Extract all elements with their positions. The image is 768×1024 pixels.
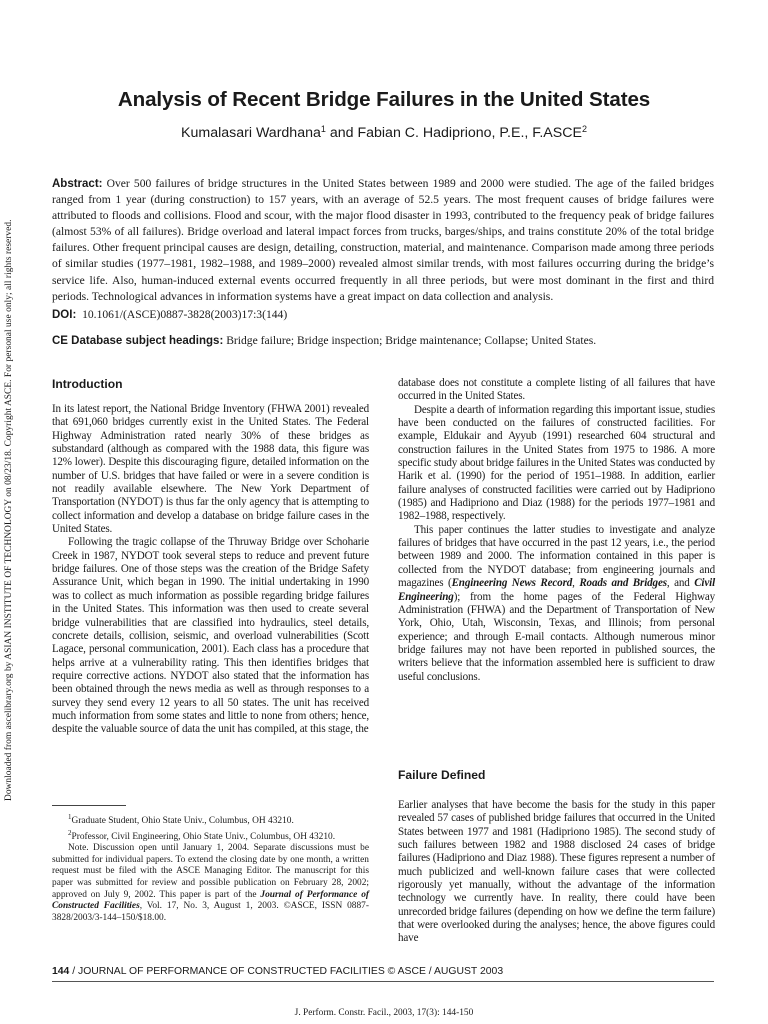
page-footer [52, 966, 714, 977]
right-paragraph-3-a: This paper continues the latter studies to investigate and analyze failures of bridges that have occurred in the past 12 years, i.e., the period between 1989 and 2000. The information contained in this paper is collected from the NYDOT database; from engineering journals and magazines ( [398, 523, 715, 590]
magazine-enr: Engineering News Record [451, 577, 573, 590]
footer-rule [52, 981, 714, 982]
doi-label: DOI: [52, 309, 77, 321]
right-paragraph-1: database does not constitute a complete listing of all failures that have occurred in the United States. [398, 377, 715, 403]
abstract-label: Abstract: [52, 178, 103, 190]
right-paragraph-3-c: , and [666, 577, 695, 590]
footnote-2 [52, 828, 369, 844]
magazine-civil-engineering: Civil Engineering [398, 577, 716, 603]
subject-headings [52, 333, 714, 349]
page-number: 144 [52, 966, 70, 977]
author-connector: and [325, 125, 358, 141]
footnote-1 [52, 812, 369, 828]
author-2[interactable]: Fabian C. Hadipriono, P.E., F.ASCE [357, 125, 582, 141]
discussion-note-text: Note. Discussion open until January 1, 2004. Separate discussions must be submitted for individual papers. To extend the closing date by one month, a written request must be filed with the ASCE Managing Editor. The manuscript for this paper was submitted for review and possible publication on February 28, 2002; approved on July 9, 2002. This paper is part of the [52, 843, 369, 900]
author-1[interactable]: Kumalasari Wardhana [181, 125, 321, 141]
citation-line: J. Perform. Constr. Facil., 2003, 17(3): 144-150 [294, 1008, 474, 1018]
doi-line [52, 307, 714, 323]
right-paragraph-3 [398, 524, 715, 684]
discussion-note [52, 843, 369, 924]
footnote-2-text: Professor, Civil Engineering, Ohio State Univ., Columbus, OH 43210. [71, 831, 336, 842]
doi-link[interactable]: 10.1061/(ASCE)0887-3828(2003)17:3(144) [82, 308, 288, 321]
magazine-roads-bridges: Roads and Bridges [579, 577, 667, 590]
author-1-footnote-mark: 1 [320, 124, 326, 134]
subject-headings-label: CE Database subject headings: [52, 335, 224, 347]
footnote-1-text: Graduate Student, Ohio State Univ., Columbus, OH 43210. [71, 816, 294, 826]
footnote-rule [52, 805, 126, 806]
journal-name: Journal of Performance of Constructed Facilities [52, 889, 370, 912]
footnotes [52, 812, 369, 924]
subject-headings-value: Bridge failure; Bridge inspection; Bridge maintenance; Collapse; United States. [226, 334, 597, 347]
right-paragraph-3-b: , [572, 577, 580, 590]
left-column [52, 403, 369, 737]
right-paragraph-4: Earlier analyses that have become the basis for the study in this paper revealed 57 cases of published bridge failures that occurred in the United States between 1977 and 1981 (Hadipriono 1985). The second study of such failures between 1982 and 1988 disclosed 24 cases of bridge failures (Hadipriono and Diaz 1988). These figures represent a number of much publicized and well-known failure cases that were collected rigorously yet manually, without the advantage of the information technology we currently have. In reality, there could have been unrecorded bridge failures (depending on how we define the term failure) that were overlooked during the analyses; hence, the above figures could have [398, 799, 715, 945]
right-paragraph-3-d: ); from the home pages of the Federal Highway Administration (FHWA) and the Department of Transportation of New York, Ohio, Utah, Wisconsin, Texas, and Illinois; from personal experience; and through E-mail contacts. Although numerous minor bridge failures may not have been reported in published sources, the writers believe that the information assembled here is sufficient to draw useful conclusions. [398, 590, 715, 683]
download-notice: Downloaded from ascelibrary.org by ASIAN INSTITUTE OF TECHNOLOGY on 08/23/18. Copyright ASCE. For personal use only; all rights reserved. [4, 219, 14, 801]
footnote-1-mark: 1 [68, 813, 72, 821]
journal-footer-text: / JOURNAL OF PERFORMANCE OF CONSTRUCTED FACILITIES © ASCE / AUGUST 2003 [69, 966, 504, 977]
paper-title: Analysis of Recent Bridge Failures in the United States [117, 88, 651, 111]
abstract-text: Over 500 failures of bridge structures in the United States between 1989 and 2000 were studied. The age of the failed bridges ranged from 1 year (during construction) to 157 years, with an average of 52.5 years. The most frequent causes of bridge failures were attributed to floods and collisions. Flood and scour, with the major flood disaster in 1993, contributed to the frequency peak of bridge failures (almost 53% of all failures). Bridge overload and lateral impact forces from trucks, barges/ships, and trains constitute 20% of the total bridge failures. Other frequent principal causes are design, detailing, construction, material, and maintenance. Comparison made among three periods of similar studies (1977–1981, 1982–1988, and 1989–2000) revealed almost similar trends, with most failures occurring during the bridge’s service life. Also, human-induced external events occurred frequently in all three periods, but were most dominant in the first and third periods. Technological advances in information systems have a great impact on data collection and analysis. [52, 177, 714, 303]
footnote-2-mark: 2 [68, 828, 72, 837]
author-2-footnote-mark: 2 [581, 124, 587, 134]
right-column [398, 377, 715, 684]
section-heading-failure-defined: Failure Defined [398, 768, 486, 782]
discussion-note-tail: , Vol. 17, No. 3, August 1, 2003. ©ASCE, ISSN 0887-3828/2003/3-144–150/$18.00. [52, 901, 369, 923]
section-heading-introduction: Introduction [52, 377, 123, 391]
author-line [0, 124, 768, 141]
right-column-lower [398, 799, 715, 946]
left-paragraph-2: Following the tragic collapse of the Thruway Bridge over Schoharie Creek in 1987, NYDOT took several steps to reduce and prevent future bridge failures. One of those steps was the creation of the Bridge Safety Assurance Unit, which began in 1990. The initial undertaking in 1990 was to collect as much information as possible regarding bridge failures in the United States. This information was then used to create several bridge vulnerabilities that are classified into hydraulics, steel details, concrete details, collision, seismic, and overload vulnerabilities (Scott Lagace, personal communication, 2001). Each class has a procedure that helps arrive at a vulnerability rating. This then identifies bridges that require corrective actions. NYDOT also stated that the information has been obtained through the news media as well as through responses to a survey they send every 12 years to all 50 states. The unit has received much information from some states and little to none from others; hence, despite the valuable source of data the unit has compiled, at this stage, the [52, 536, 369, 736]
abstract [52, 176, 714, 305]
left-paragraph-1: In its latest report, the National Bridge Inventory (FHWA 2001) revealed that 691,060 bridges currently exist in the United States. The Federal Highway Administration rated nearly 30% of these bridges as substandard (although as compared with the 1988 data, this figure was 12% lower). Despite this discouraging figure, detailed information on the number of U.S. bridges that have failed or were in a severe condition is not readily available elsewhere. The New York Department of Transportation (NYDOT) is thus far the only agency that is attempting to collect information and develop a database on bridge failure cases in the United States. [52, 403, 369, 536]
right-paragraph-2: Despite a dearth of information regarding this important issue, studies have been conducted on the failures of constructed facilities. For example, Eldukair and Ayyub (1991) researched 604 structural and construction failures in the United States from 1975 to 1986. A more specific study about bridge failures in the United States was conducted by Harik et al. (1990) for the period of 1951–1988. In addition, earlier failure analyses of constructed facilities were carried out by Hadipriono (1985) and Hadipriono and Diaz (1988) for the periods 1977–1981 and 1982–1988, respectively. [398, 403, 716, 523]
